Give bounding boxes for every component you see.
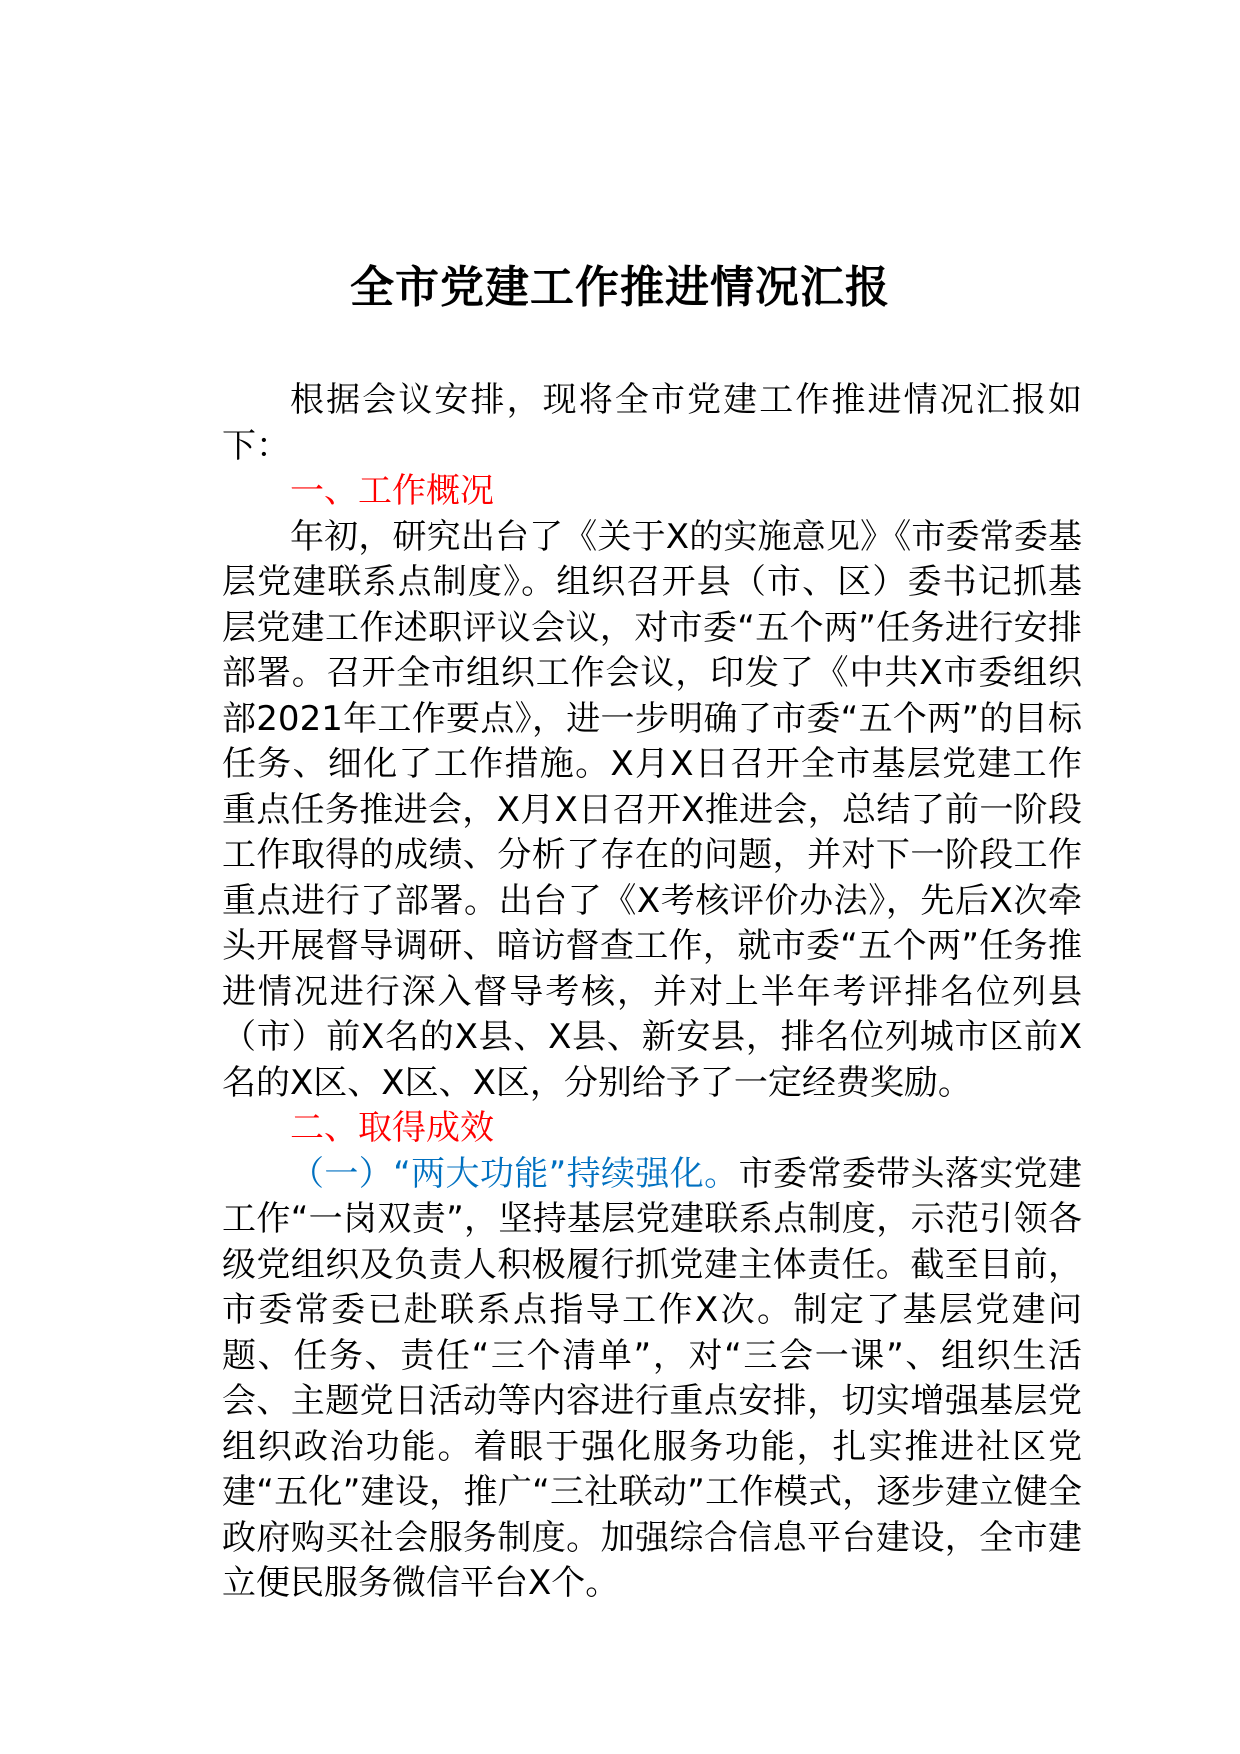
page-title: 全市党建工作推进情况汇报 — [350, 262, 890, 313]
overview-paragraph: 年初，研究出台了《关于X的实施意见》《市委常委基层党建联系点制度》。组织召开县（市、区）委书记抓基层党建工作述职评议会议，对市委“五个两”任务进行安排部署。召开全市组织工作会议，印发了《中共X市委组织部2021年工作要点》，进一步明确了市委“五个两”的目标任务、细化了工作措施。X月X日召开全市基层党建工作重点任务推进会，X月X日召开X推进会，总结了前一阶段工作取得的成绩、分析了存在的问题，并对下一阶段工作重点进行了部署。出台了《X考核评价办法》，先后X次牵头开展督导调研、暗访督查工作，就市委“五个两”任务推进情况进行深入督导考核，并对上半年考评排名位列县（市）前X名的X县、X县、新安县，排名位列城市区前X名的X区、X区、X区，分别给予了一定经费奖励。 — [222, 516, 1082, 1103]
subsection-heading-functions: （一）“两大功能”持续强化。 — [290, 1153, 739, 1194]
document-body — [222, 378, 1082, 1607]
section-heading-overview: 一、工作概况 — [290, 471, 494, 511]
section-heading-results: 二、取得成效 — [290, 1108, 494, 1148]
results-paragraph — [222, 1152, 1082, 1607]
subsection-body-functions: 市委常委带头落实党建工作“一岗双责”，坚持基层党建联系点制度，示范引领各级党组织及负责人积极履行抓党建主体责任。截至目前，市委常委已赴联系点指导工作X次。制定了基层党建问题、任务、责任“三个清单”，对“三会一课”、组织生活会、主题党日活动等内容进行重点安排，切实增强基层党组织政治功能。着眼于强化服务功能，扎实推进社区党建“五化”建设，推广“三社联动”工作模式，逐步建立健全政府购买社会服务制度。加强综合信息平台建设，全市建立便民服务微信平台X个。 — [222, 1153, 1083, 1603]
intro-paragraph: 根据会议安排，现将全市党建工作推进情况汇报如下： — [222, 380, 1082, 466]
